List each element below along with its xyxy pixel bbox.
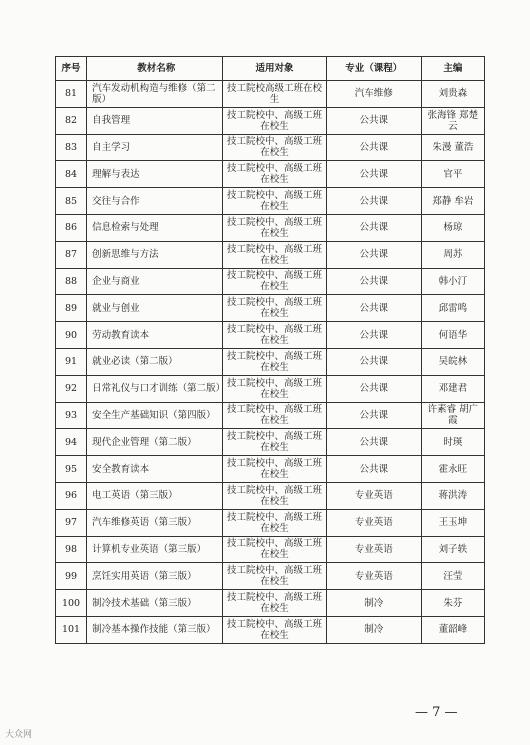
table-row [56, 429, 485, 456]
cell-major: 公共课 [326, 241, 421, 268]
cell-editor: 王玉坤 [421, 509, 484, 536]
table-row [56, 536, 485, 563]
cell-name: 信息检索与处理 [87, 214, 223, 241]
cell-audience: 技工院校中、高级工班在校生 [223, 268, 326, 295]
table-row [56, 134, 485, 161]
cell-no: 91 [56, 348, 87, 375]
cell-major: 公共课 [326, 188, 421, 215]
cell-editor: 官平 [421, 161, 484, 188]
table-row [56, 563, 485, 590]
cell-major: 公共课 [326, 375, 421, 402]
cell-no: 101 [56, 616, 87, 643]
watermark-text: 大众网 [5, 730, 33, 740]
cell-audience: 技工院校中、高级工班在校生 [223, 429, 326, 456]
textbook-table [55, 56, 485, 644]
cell-major: 汽车维修 [326, 81, 421, 108]
table-row [56, 590, 485, 617]
cell-audience: 技工院校中、高级工班在校生 [223, 402, 326, 429]
table-row [56, 375, 485, 402]
cell-major: 专业英语 [326, 509, 421, 536]
cell-editor: 汪莹 [421, 563, 484, 590]
cell-major: 公共课 [326, 134, 421, 161]
cell-major: 公共课 [326, 295, 421, 322]
cell-no: 81 [56, 81, 87, 108]
table-row [56, 295, 485, 322]
cell-audience: 技工院校中、高级工班在校生 [223, 348, 326, 375]
cell-audience: 技工院校中、高级工班在校生 [223, 482, 326, 509]
cell-audience: 技工院校中、高级工班在校生 [223, 295, 326, 322]
cell-editor: 许素睿 胡广霞 [421, 402, 484, 429]
cell-name: 就业必读（第二版） [87, 348, 223, 375]
cell-no: 94 [56, 429, 87, 456]
cell-no: 90 [56, 322, 87, 349]
cell-editor: 董韶峰 [421, 616, 484, 643]
cell-major: 公共课 [326, 429, 421, 456]
cell-audience: 技工院校中、高级工班在校生 [223, 214, 326, 241]
cell-major: 专业英语 [326, 563, 421, 590]
cell-major: 公共课 [326, 348, 421, 375]
cell-no: 92 [56, 375, 87, 402]
cell-name: 日常礼仪与口才训练（第二版） [87, 375, 223, 402]
cell-audience: 技工院校中、高级工班在校生 [223, 161, 326, 188]
cell-editor: 何语华 [421, 322, 484, 349]
cell-editor: 郑静 牟岩 [421, 188, 484, 215]
table-row [56, 241, 485, 268]
cell-no: 85 [56, 188, 87, 215]
cell-name: 企业与商业 [87, 268, 223, 295]
cell-audience: 技工院校中、高级工班在校生 [223, 107, 326, 134]
cell-name: 烹饪实用英语（第三版） [87, 563, 223, 590]
cell-name: 计算机专业英语（第三版） [87, 536, 223, 563]
table-row [56, 107, 485, 134]
cell-major: 制冷 [326, 616, 421, 643]
cell-major: 公共课 [326, 268, 421, 295]
cell-name: 制冷基本操作技能（第三版） [87, 616, 223, 643]
cell-editor: 霍永旺 [421, 456, 484, 483]
cell-major: 公共课 [326, 107, 421, 134]
cell-editor: 时瑛 [421, 429, 484, 456]
cell-name: 现代企业管理（第二版） [87, 429, 223, 456]
cell-major: 公共课 [326, 322, 421, 349]
cell-major: 公共课 [326, 214, 421, 241]
cell-editor: 吴皖林 [421, 348, 484, 375]
cell-audience: 技工院校高级工班在校生 [223, 81, 326, 108]
cell-no: 100 [56, 590, 87, 617]
cell-name: 创新思维与方法 [87, 241, 223, 268]
cell-name: 汽车维修英语（第三版） [87, 509, 223, 536]
cell-editor: 张海锋 郑楚云 [421, 107, 484, 134]
cell-editor: 朱芬 [421, 590, 484, 617]
table-row [56, 268, 485, 295]
cell-audience: 技工院校中、高级工班在校生 [223, 509, 326, 536]
cell-editor: 邓建君 [421, 375, 484, 402]
table-row [56, 402, 485, 429]
cell-major: 专业英语 [326, 482, 421, 509]
header-editor: 主编 [421, 57, 484, 81]
table-header-row [56, 57, 485, 81]
cell-major: 公共课 [326, 456, 421, 483]
cell-editor: 杨琼 [421, 214, 484, 241]
cell-audience: 技工院校中、高级工班在校生 [223, 375, 326, 402]
table-row [56, 509, 485, 536]
cell-name: 汽车发动机构造与维修（第二版） [87, 81, 223, 108]
cell-no: 99 [56, 563, 87, 590]
header-no: 序号 [56, 57, 87, 81]
cell-editor: 蒋洪涛 [421, 482, 484, 509]
table-row [56, 161, 485, 188]
cell-major: 专业英语 [326, 536, 421, 563]
cell-audience: 技工院校中、高级工班在校生 [223, 536, 326, 563]
cell-no: 88 [56, 268, 87, 295]
cell-no: 87 [56, 241, 87, 268]
cell-editor: 刘子轶 [421, 536, 484, 563]
header-name: 教材名称 [87, 57, 223, 81]
table-row [56, 81, 485, 108]
cell-no: 84 [56, 161, 87, 188]
cell-no: 98 [56, 536, 87, 563]
cell-major: 公共课 [326, 161, 421, 188]
cell-major: 制冷 [326, 590, 421, 617]
cell-audience: 技工院校中、高级工班在校生 [223, 456, 326, 483]
cell-editor: 韩小汀 [421, 268, 484, 295]
cell-no: 97 [56, 509, 87, 536]
cell-name: 自我管理 [87, 107, 223, 134]
cell-major: 公共课 [326, 402, 421, 429]
table-row [56, 322, 485, 349]
cell-name: 电工英语（第三版） [87, 482, 223, 509]
cell-name: 安全生产基础知识（第四版） [87, 402, 223, 429]
cell-editor: 刘贵森 [421, 81, 484, 108]
cell-audience: 技工院校中、高级工班在校生 [223, 134, 326, 161]
cell-audience: 技工院校中、高级工班在校生 [223, 616, 326, 643]
cell-name: 制冷技术基础（第三版） [87, 590, 223, 617]
cell-audience: 技工院校中、高级工班在校生 [223, 188, 326, 215]
table-body [56, 81, 485, 644]
cell-audience: 技工院校中、高级工班在校生 [223, 241, 326, 268]
cell-no: 95 [56, 456, 87, 483]
cell-editor: 邱雷鸣 [421, 295, 484, 322]
table-row [56, 214, 485, 241]
header-audience: 适用对象 [223, 57, 326, 81]
header-major: 专业（课程） [326, 57, 421, 81]
cell-editor: 周苏 [421, 241, 484, 268]
table-row [56, 348, 485, 375]
cell-audience: 技工院校中、高级工班在校生 [223, 322, 326, 349]
cell-editor: 朱漫 董浩 [421, 134, 484, 161]
cell-name: 交往与合作 [87, 188, 223, 215]
table-row [56, 482, 485, 509]
cell-no: 86 [56, 214, 87, 241]
cell-name: 理解与表达 [87, 161, 223, 188]
cell-no: 82 [56, 107, 87, 134]
table-row [56, 456, 485, 483]
cell-no: 83 [56, 134, 87, 161]
cell-name: 自主学习 [87, 134, 223, 161]
cell-no: 89 [56, 295, 87, 322]
cell-name: 就业与创业 [87, 295, 223, 322]
cell-no: 96 [56, 482, 87, 509]
table-row [56, 188, 485, 215]
table-row [56, 616, 485, 643]
cell-name: 劳动教育读本 [87, 322, 223, 349]
cell-audience: 技工院校中、高级工班在校生 [223, 563, 326, 590]
cell-audience: 技工院校中、高级工班在校生 [223, 590, 326, 617]
cell-name: 安全教育读本 [87, 456, 223, 483]
cell-no: 93 [56, 402, 87, 429]
page-number: — 7 — [415, 705, 458, 720]
